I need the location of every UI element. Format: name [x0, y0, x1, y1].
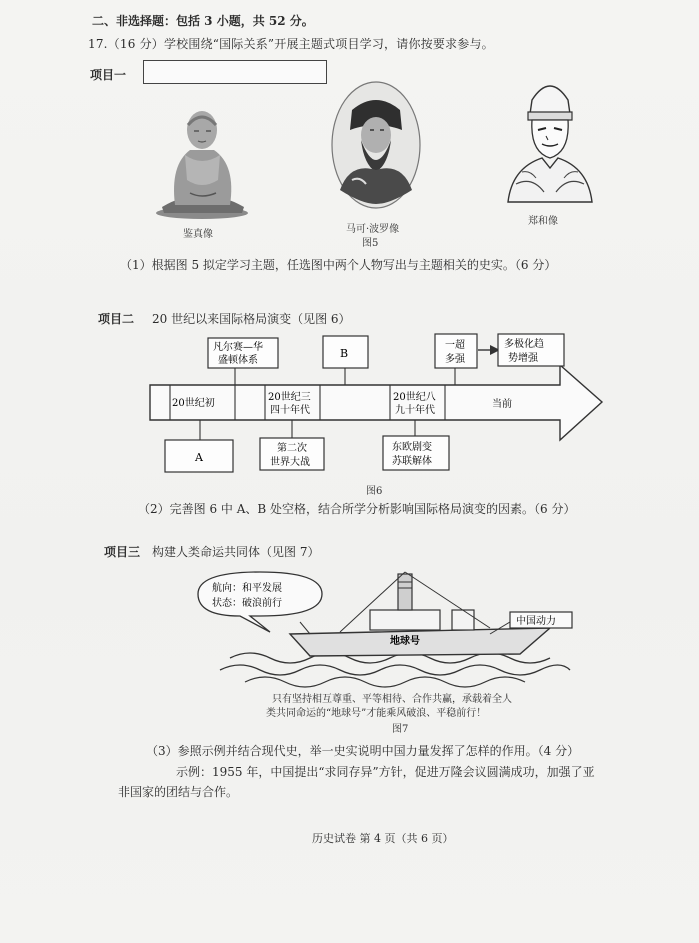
- project2-title: 20 世纪以来国际格局演变（见图 6）: [152, 312, 351, 326]
- project1-theme-blank[interactable]: [143, 60, 327, 84]
- bottom-box-A-label: A: [195, 451, 203, 464]
- figure5-label: 图5: [362, 238, 379, 249]
- top-box-multipolar-line1: 多极化趋: [504, 339, 544, 350]
- ship-name: 地球号: [390, 636, 420, 647]
- figure7-caption-line2: 类共同命运的“地球号”才能乘风破浪、平稳前行！: [266, 708, 487, 719]
- timeline-label-80s-90s-line1: 20世纪八: [393, 392, 436, 403]
- timeline-label-current: 当前: [492, 399, 512, 410]
- project2-task: （2）完善图 6 中 A、B 处空格，结合所学分析影响国际格局演变的因素。（6 分）: [138, 502, 576, 516]
- zheng-he-portrait-icon: [502, 72, 598, 207]
- project1-label: 项目一: [90, 68, 127, 82]
- figure6-label: 图6: [366, 486, 383, 497]
- question-17-intro: 17.（16 分）学校围绕“国际关系”开展主题式项目学习，请你按要求参与。: [88, 37, 494, 51]
- timeline-label-30s-40s-line2: 四十年代: [270, 405, 310, 416]
- top-box-one-super-line1: 一超: [445, 340, 465, 351]
- monk-statue-icon: [150, 95, 255, 220]
- bubble-heading: 航向：和平发展: [212, 583, 282, 594]
- bubble-status: 状态：破浪前行: [212, 598, 282, 609]
- project3-task: （3）参照示例并结合现代史，举一史实说明中国力量发挥了怎样的作用。（4 分）: [146, 744, 580, 758]
- top-box-versailles-line1: 凡尔赛—华: [213, 342, 263, 353]
- portrait-caption-zheng-he: 郑和像: [528, 216, 558, 227]
- top-box-one-super-line2: 多强: [445, 354, 465, 365]
- figure7-label: 图7: [392, 724, 409, 735]
- portrait-caption-jianzhen: 鉴真像: [183, 229, 213, 240]
- top-box-multipolar-line2: 势增强: [508, 353, 538, 364]
- bottom-box-collapse-line2: 苏联解体: [392, 456, 432, 467]
- project1-task: （1）根据图 5 拟定学习主题，任选图中两个人物写出与主题相关的史实。（6 分）: [120, 258, 557, 272]
- figure7-ship-cartoon: [190, 562, 590, 692]
- section-header: 二、非选择题：包括 3 小题，共 52 分。: [92, 14, 314, 28]
- timeline-label-20c-early: 20世纪初: [172, 398, 215, 409]
- figure6-diagram: [140, 330, 610, 480]
- timeline-arrow: [150, 365, 602, 440]
- figure7-caption-line1: 只有坚持相互尊重、平等相待、合作共赢，承载着全人: [272, 694, 512, 705]
- timeline-label-80s-90s-line2: 九十年代: [395, 405, 435, 416]
- bottom-box-ww2-line1: 第二次: [277, 443, 307, 454]
- top-box-versailles-line2: 盛顿体系: [218, 355, 258, 366]
- marco-polo-portrait-icon: [330, 80, 422, 210]
- project2-label: 项目二: [98, 312, 135, 326]
- project3-label: 项目三: [104, 545, 141, 559]
- page-footer: 历史试卷 第 4 页（共 6 页）: [312, 832, 454, 845]
- engine-label: 中国动力: [516, 616, 556, 627]
- top-box-B-label: B: [340, 347, 349, 360]
- ship-funnel: [398, 574, 412, 610]
- project3-example-line2: 非国家的团结与合作。: [118, 785, 239, 799]
- bottom-box-ww2-line2: 世界大战: [270, 457, 310, 468]
- project3-example-line1: 示例：1955 年，中国提出“求同存异”方针，促进万隆会议圆满成功，加强了亚: [176, 765, 595, 779]
- project3-title: 构建人类命运共同体（见图 7）: [152, 545, 320, 559]
- portrait-caption-marco-polo: 马可·波罗像: [346, 224, 400, 235]
- ship-hull: [290, 628, 550, 656]
- bottom-box-collapse-line1: 东欧剧变: [392, 442, 432, 453]
- timeline-label-30s-40s-line1: 20世纪三: [268, 392, 311, 403]
